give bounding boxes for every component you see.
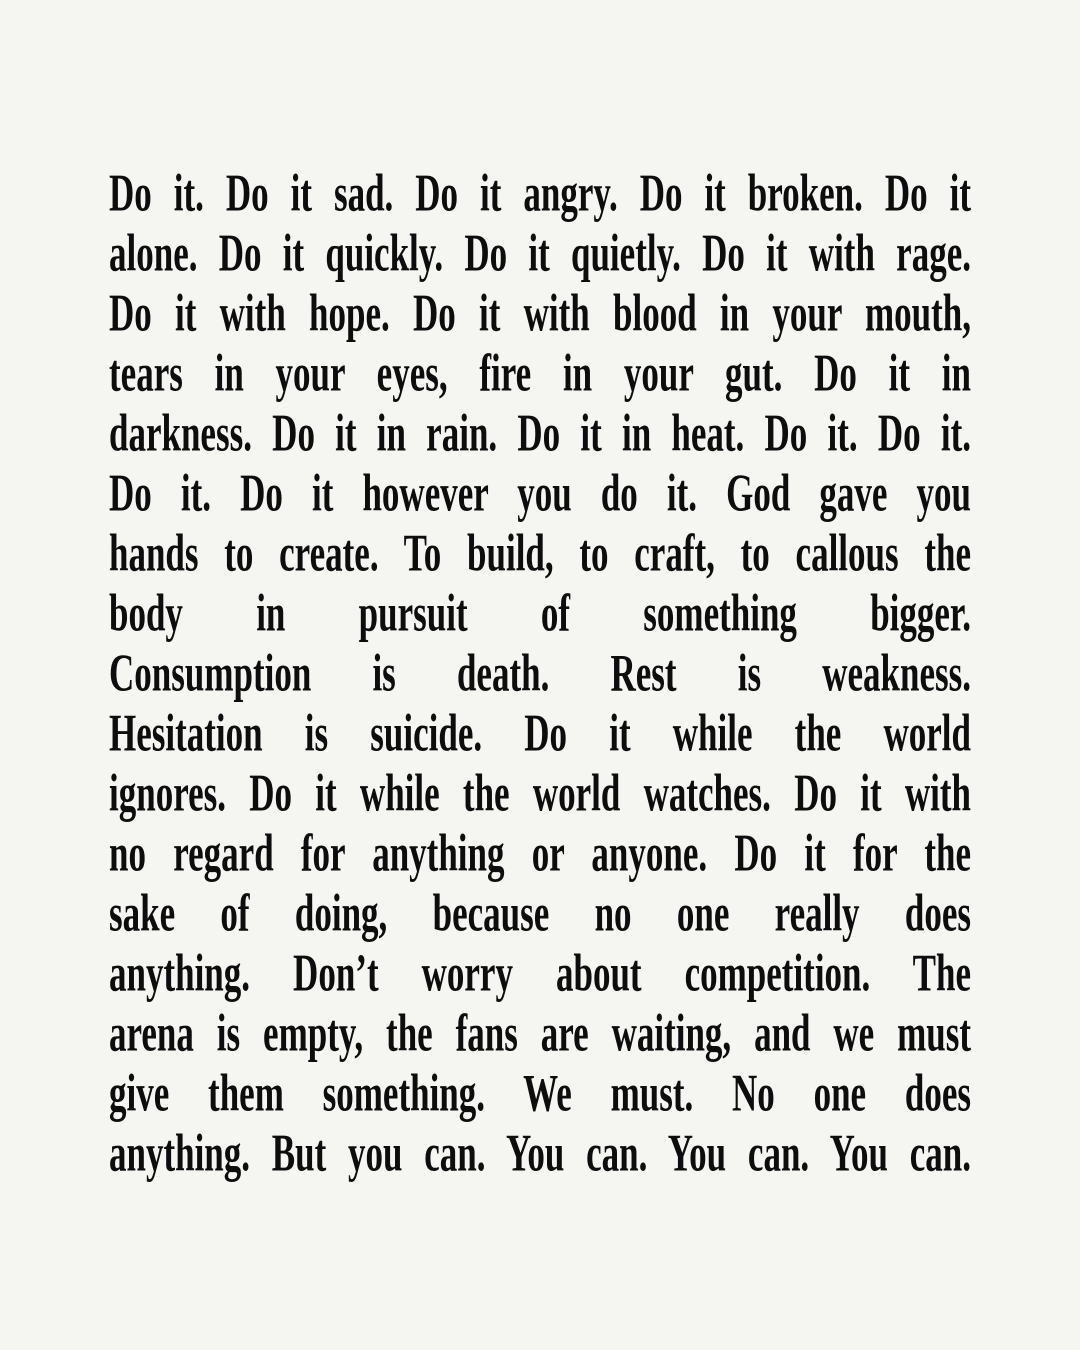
quote-line: Do it. Do it sad. Do it angry. Do it broken. Do it — [109, 164, 971, 223]
quote-block — [109, 164, 971, 1184]
quote-line: no regard for anything or anyone. Do it for the — [109, 824, 971, 883]
quote-line: alone. Do it quickly. Do it quietly. Do it with rage. — [109, 224, 971, 283]
quote-line: hands to create. To build, to craft, to callous the — [109, 524, 971, 583]
quote-line: anything. Don’t worry about competition. The — [109, 944, 971, 1003]
quote-line: give them something. We must. No one does — [109, 1064, 971, 1123]
quote-line: Do it with hope. Do it with blood in your mouth, — [109, 284, 971, 343]
quote-line: ignores. Do it while the world watches. Do it with — [109, 764, 971, 823]
quote-line: body in pursuit of something bigger. — [109, 584, 971, 643]
quote-line: tears in your eyes, fire in your gut. Do it in — [109, 344, 971, 403]
quote-line: arena is empty, the fans are waiting, and we must — [109, 1004, 971, 1063]
quote-line: Do it. Do it however you do it. God gave you — [109, 464, 971, 523]
quote-line: Consumption is death. Rest is weakness. — [109, 644, 971, 703]
quote-line: anything. But you can. You can. You can. You can. — [109, 1124, 971, 1183]
quote-line: darkness. Do it in rain. Do it in heat. Do it. Do it. — [109, 404, 971, 463]
quote-line: Hesitation is suicide. Do it while the world — [109, 704, 971, 763]
quote-line: sake of doing, because no one really does — [109, 884, 971, 943]
